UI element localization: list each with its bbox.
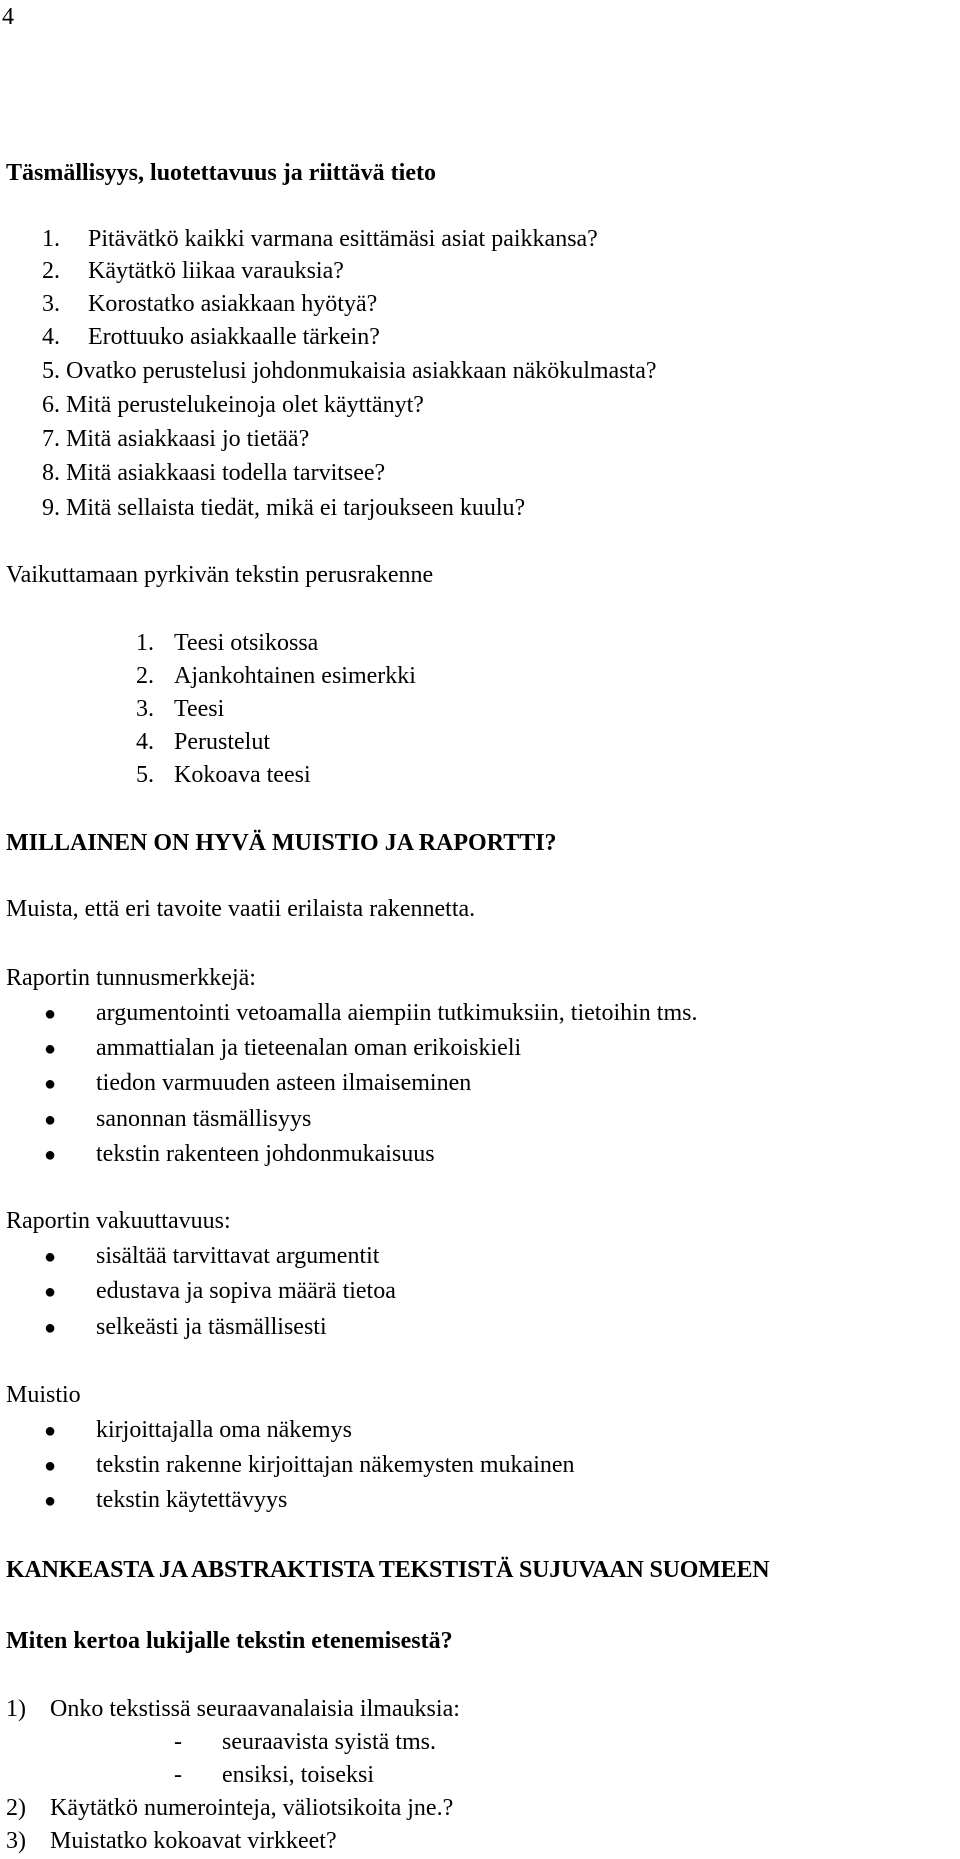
intro-text: Muista, että eri tavoite vaatii erilaista rakennetta. [6,896,476,922]
item-text: Kokoava teesi [174,762,311,788]
bullet-icon: ● [44,1317,57,1339]
list-item: 7. Mitä asiakkaasi jo tietää? [42,426,310,452]
item-text: tekstin käytettävyys [96,1487,288,1513]
item-number: 2. [42,258,60,284]
item-text: selkeästi ja täsmällisesti [96,1314,327,1340]
bullet-icon: ● [44,1281,57,1303]
item-text: Pitävätkö kaikki varmana esittämäsi asiat paikkansa? [88,226,598,252]
item-number: 2. [136,663,154,689]
list-item: 9. Mitä sellaista tiedät, mikä ei tarjoukseen kuulu? [42,495,526,521]
item-text: Käytätkö liikaa varauksia? [88,258,344,284]
bullet-icon: ● [44,1003,57,1025]
bullet-icon: ● [44,1246,57,1268]
page-number: 4 [2,4,14,30]
section-heading: Vaikuttamaan pyrkivän tekstin perusrakenne [6,562,434,588]
item-text: edustava ja sopiva määrä tietoa [96,1278,396,1304]
item-text: sanonnan täsmällisyys [96,1106,312,1132]
item-text: Teesi otsikossa [174,630,319,656]
bullet-icon: ● [44,1455,57,1477]
item-number: 1. [136,630,154,656]
item-text: Muistatko kokoavat virkkeet? [50,1828,337,1854]
item-number: 1. [42,226,60,252]
subsection-heading: Miten kertoa lukijalle tekstin etenemisestä? [6,1628,453,1654]
bullet-icon: ● [44,1420,57,1442]
item-text: kirjoittajalla oma näkemys [96,1417,352,1443]
dash-icon: - [174,1729,182,1755]
item-text: seuraavista syistä tms. [222,1729,436,1755]
list-item: 5. Ovatko perustelusi johdonmukaisia asiakkaan näkökulmasta? [42,358,657,384]
subsection-label: Muistio [6,1382,81,1408]
section-heading: Täsmällisyys, luotettavuus ja riittävä tieto [6,160,436,186]
section-heading: MILLAINEN ON HYVÄ MUISTIO JA RAPORTTI? [6,830,557,856]
item-number: 3. [42,291,60,317]
item-text: Korostatko asiakkaan hyötyä? [88,291,378,317]
list-item: 6. Mitä perustelukeinoja olet käyttänyt? [42,392,424,418]
item-text: sisältää tarvittavat argumentit [96,1243,380,1269]
item-text: tekstin rakenteen johdonmukaisuus [96,1141,435,1167]
bullet-icon: ● [44,1144,57,1166]
item-text: Erottuuko asiakkaalle tärkein? [88,324,380,350]
subsection-label: Raportin vakuuttavuus: [6,1208,231,1234]
item-number: 1) [6,1696,26,1722]
item-number: 3. [136,696,154,722]
section-heading: KANKEASTA JA ABSTRAKTISTA TEKSTISTÄ SUJUVAAN SUOMEEN [6,1557,770,1583]
bullet-icon: ● [44,1038,57,1060]
item-text: argumentointi vetoamalla aiempiin tutkimuksiin, tietoihin tms. [96,1000,698,1026]
bullet-icon: ● [44,1109,57,1131]
dash-icon: - [174,1762,182,1788]
item-number: 5. [136,762,154,788]
item-number: 3) [6,1828,26,1854]
item-number: 4. [136,729,154,755]
item-number: 4. [42,324,60,350]
item-text: Käytätkö numerointeja, väliotsikoita jne.? [50,1795,454,1821]
item-text: Onko tekstissä seuraavanalaisia ilmauksia: [50,1696,460,1722]
item-text: tiedon varmuuden asteen ilmaiseminen [96,1070,472,1096]
bullet-icon: ● [44,1073,57,1095]
item-text: ensiksi, toiseksi [222,1762,375,1788]
item-text: Ajankohtainen esimerkki [174,663,416,689]
list-item: 8. Mitä asiakkaasi todella tarvitsee? [42,460,386,486]
item-number: 2) [6,1795,26,1821]
item-text: tekstin rakenne kirjoittajan näkemysten mukainen [96,1452,575,1478]
item-text: Teesi [174,696,225,722]
item-text: Perustelut [174,729,270,755]
bullet-icon: ● [44,1490,57,1512]
subsection-label: Raportin tunnusmerkkejä: [6,965,256,991]
item-text: ammattialan ja tieteenalan oman erikoiskieli [96,1035,522,1061]
